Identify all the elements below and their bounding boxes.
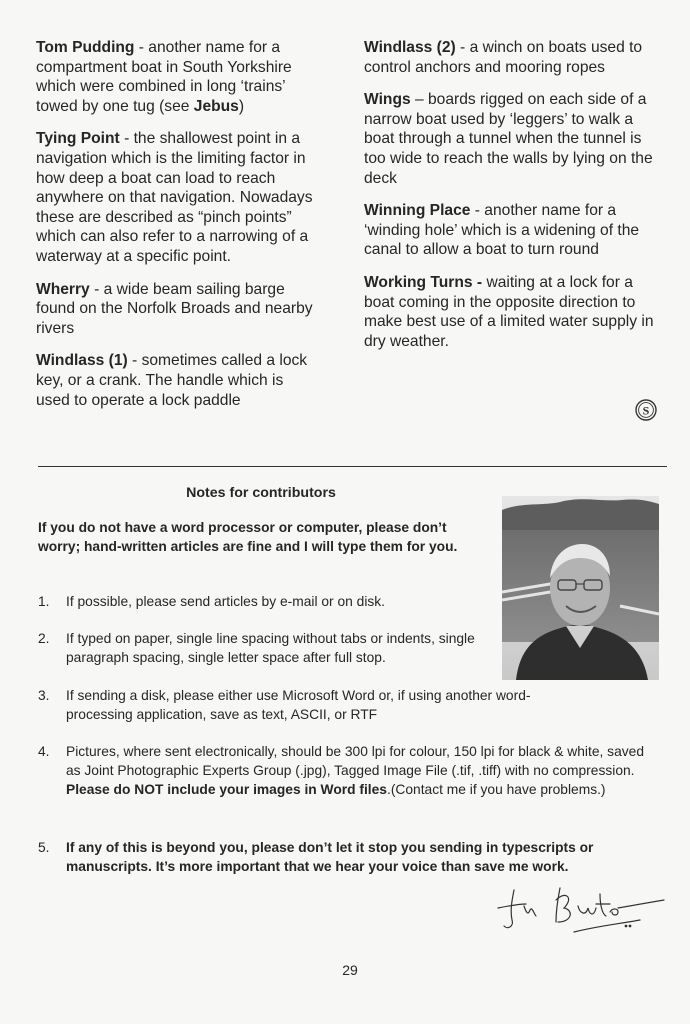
list-text: If typed on paper, single line spacing without tabs or indents, single paragraph spacing, single letter space after full stop. bbox=[66, 631, 475, 665]
glossary-definition: - sometimes called a lock key, or a crank. The handle which is used to operate a lock paddle bbox=[36, 352, 308, 409]
svg-text:S: S bbox=[642, 403, 650, 418]
list-text-bold: Please do NOT include your images in Word files bbox=[66, 782, 387, 797]
list-text: If sending a disk, please either use Microsoft Word or, if using another word-processing application, save as text, ASCII, or RTF bbox=[66, 688, 531, 722]
list-number: 5. bbox=[38, 840, 50, 855]
list-text-bold: If any of this is beyond you, please don’t let it stop you sending in typescripts or manuscripts. It’s more important that we hear your voice than save me work. bbox=[66, 840, 594, 874]
list-number: 1. bbox=[38, 594, 50, 609]
glossary-entry-wings bbox=[364, 90, 662, 188]
glossary-entry-tom-pudding bbox=[36, 38, 328, 116]
glossary-definition: - a winch on boats used to control anchors and mooring ropes bbox=[364, 39, 643, 76]
glossary-term: Windlass (2) bbox=[364, 39, 456, 56]
glossary-definition-end: ) bbox=[238, 97, 245, 115]
glossary-definition: - another name for a compartment boat in South Yorkshire which were combined in long ‘trains’ towed by one tug (see bbox=[36, 39, 292, 115]
glossary-entry-winning-place bbox=[364, 201, 654, 260]
glossary-term: Windlass (1) bbox=[36, 352, 128, 370]
glossary-definition: – boards rigged on each side of a narrow boat used by ‘leggers’ to walk a boat through a tunnel when the tunnel is too wide to reach the walls by lying on the deck bbox=[364, 91, 653, 187]
glossary-term: Tom Pudding bbox=[36, 39, 135, 56]
glossary-entry-wherry bbox=[36, 280, 328, 339]
list-text-tail: .(Contact me if you have problems.) bbox=[386, 782, 606, 797]
glossary-term: Winning Place bbox=[364, 202, 471, 220]
society-logo-icon bbox=[635, 399, 657, 421]
glossary-definition: waiting at a lock for a boat coming in the opposite direction to make best use of a limited water supply in dry weather. bbox=[364, 273, 654, 350]
glossary-definition: - a wide beam sailing barge found on the Norfolk Broads and nearby rivers bbox=[36, 280, 313, 337]
glossary-entry-windlass-1 bbox=[36, 351, 320, 410]
glossary-entry-working-turns bbox=[364, 273, 664, 351]
notes-title: Notes for contributors bbox=[186, 485, 336, 501]
section-divider bbox=[38, 466, 667, 467]
glossary-right-column bbox=[364, 38, 669, 364]
page-number: 29 bbox=[342, 962, 358, 978]
contributor-photo bbox=[502, 496, 659, 680]
glossary-left-column bbox=[36, 38, 336, 423]
list-text: If possible, please send articles by e-mail or on disk. bbox=[66, 594, 386, 609]
glossary-entry-tying-point bbox=[36, 129, 334, 266]
glossary-term: Wherry bbox=[36, 280, 90, 298]
list-number: 4. bbox=[38, 744, 50, 759]
list-text-part: Pictures, where sent electronically, should be 300 lpi for colour, 150 lpi for black & white, saved as Joint Photographic Experts Group (.jpg), Tagged Image File (.tif, .tiff) with no compression. bbox=[66, 744, 644, 778]
list-number: 3. bbox=[38, 688, 50, 703]
glossary-term: Working Turns - bbox=[364, 273, 483, 291]
glossary-term: Wings bbox=[364, 91, 411, 109]
glossary-cross-reference: Jebus bbox=[193, 97, 239, 115]
glossary-definition: - another name for a ‘winding hole’ which is a widening of the canal to allow a boat to turn round bbox=[364, 202, 640, 259]
signature-image bbox=[488, 876, 668, 942]
notes-intro: If you do not have a word processor or computer, please don’t worry; hand-written articles are fine and I will type them for you. bbox=[38, 520, 458, 554]
glossary-term: Tying Point bbox=[36, 130, 120, 148]
glossary-entry-windlass-2 bbox=[364, 38, 662, 77]
glossary-definition: - the shallowest point in a navigation which is the limiting factor in how deep a boat can load to reach anywhere on that navigation. Nowadays these are described as “pinch points” which can also refer to a narrowing of a waterway at a specific point. bbox=[36, 130, 313, 265]
list-number: 2. bbox=[38, 631, 50, 646]
list-text bbox=[66, 742, 662, 799]
